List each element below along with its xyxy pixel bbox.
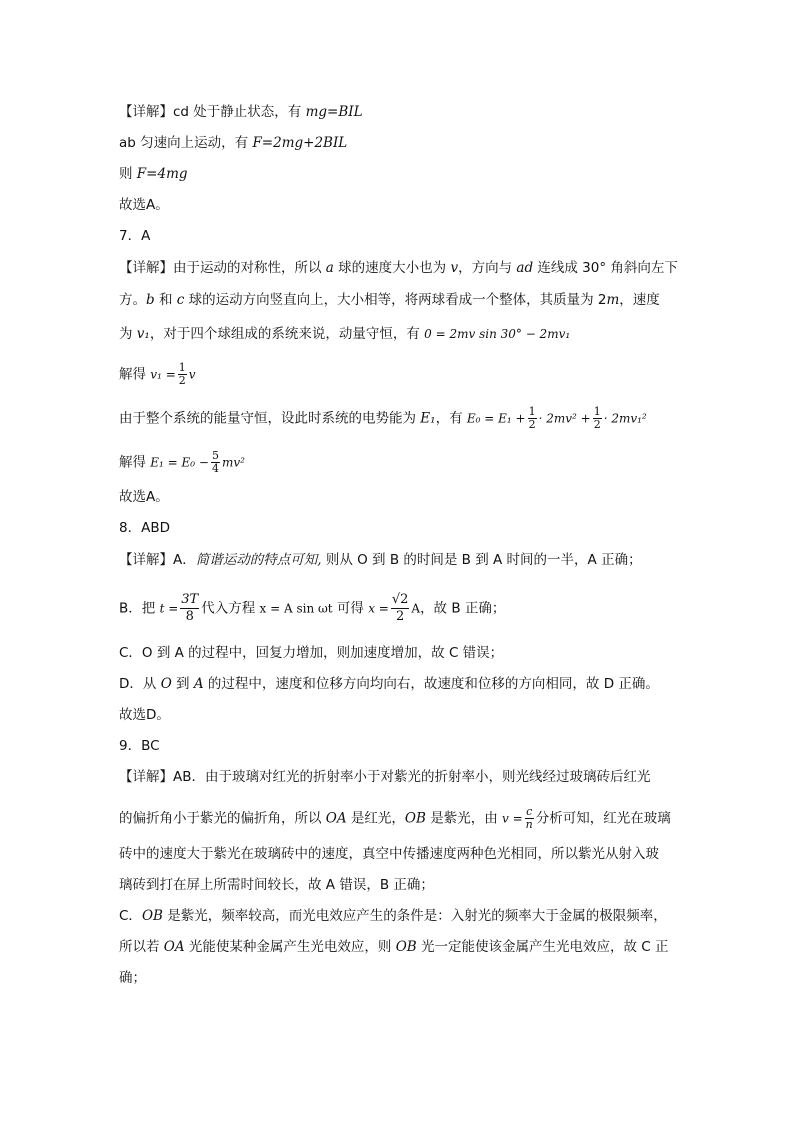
l6: 【详解】由于运动的对称性，所以 a 球的速度大小也为 v，方向与 ad 连线成 30° 角斜向左下: [119, 260, 678, 276]
fraction: $\frac{1}{2}$: [593, 405, 601, 431]
l24: C．OB 是紫光，频率较高，而光电效应产生的条件是：入射光的频率大于金属的极限频率，: [119, 908, 667, 924]
fraction: $\frac{1}{2}$: [178, 361, 186, 387]
l20: 【详解】AB．由于玻璃对红光的折射率小于对紫光的折射率小，则光线经过玻璃砖后红光: [119, 769, 651, 785]
l3: 则 F=4mg: [119, 166, 188, 182]
l1: 【详解】cd 处于静止状态，有 mg=BIL: [119, 104, 363, 120]
fraction: $\frac{c}{n}$: [525, 805, 533, 831]
l4: 故选A。: [119, 197, 169, 213]
detail-tag: 【详解】: [119, 769, 173, 785]
l18: 故选D。: [119, 707, 170, 723]
detail-tag: 【详解】: [119, 552, 173, 568]
q8-heading: 8．ABD: [119, 520, 170, 536]
l10: 由于整个系统的能量守恒，设此时系统的电势能为 E₁，有 E₀ = E₁ + $\frac{1}{2}$ · 2mv² + $\frac{1}{2}$ · 2mv₁²: [119, 405, 647, 431]
l9: 解得 v₁ = $\frac{1}{2}$ v: [119, 361, 196, 387]
l17: D．从 O 到 A 的过程中，速度和位移方向均向右，故速度和位移的方向相同，故 D 正确。: [119, 676, 659, 692]
q7-heading: 7．A: [119, 228, 151, 244]
l2: ab 匀速向上运动，有 F=2mg+2BIL: [119, 135, 348, 151]
detail-tag: 【详解】: [119, 260, 173, 276]
l22: 砖中的速度大于紫光在玻璃砖中的速度，真空中传播速度两种色光相同，所以紫光从射入玻: [119, 846, 659, 862]
l23: 璃砖到打在屏上所需时间较长，故 A 错误，B 正确；: [119, 877, 434, 893]
l12: 故选A。: [119, 489, 169, 505]
detail-tag: 【详解】: [119, 104, 173, 120]
l21: 的偏折角小于紫光的偏折角，所以 OA 是红光，OB 是紫光，由 v = $\frac{c}{n}$ 分析可知，红光在玻璃: [119, 805, 671, 831]
fraction: $\frac{1}{2}$: [528, 405, 536, 431]
l7: 方。b 和 c 球的运动方向竖直向上，大小相等，将两球看成一个整体，其质量为 2m，速度: [119, 292, 660, 308]
q9-heading: 9．BC: [119, 738, 160, 754]
l26: 确；: [119, 970, 146, 986]
fraction: $\frac{5}{4}$: [212, 449, 219, 475]
l14: 【详解】A．简谐运动的特点可知, 则从 O 到 B 的时间是 B 到 A 时间的一半，A 正确；: [119, 552, 642, 568]
l16: C．O 到 A 的过程中，回复力增加，则加速度增加，故 C 错误；: [119, 645, 504, 661]
l15: B．把 t = $\frac{3T}{8}$ 代入方程 x = A sin ωt 可得 x = $\frac{√2}{2}$ A，故 B 正确；: [119, 592, 506, 624]
fraction: $\frac{3T}{8}$: [181, 592, 199, 624]
fraction: $\frac{√2}{2}$: [391, 592, 409, 624]
l8: 为 v₁，对于四个球组成的系统来说，动量守恒，有 0 = 2mv sin 30° − 2mv₁: [119, 326, 571, 342]
l25: 所以若 OA 光能使某种金属产生光电效应，则 OB 光一定能使该金属产生光电效应，故 C 正: [119, 939, 669, 955]
l11: 解得 E₁ = E₀ − $\frac{5}{4}$ mv²: [119, 449, 245, 475]
